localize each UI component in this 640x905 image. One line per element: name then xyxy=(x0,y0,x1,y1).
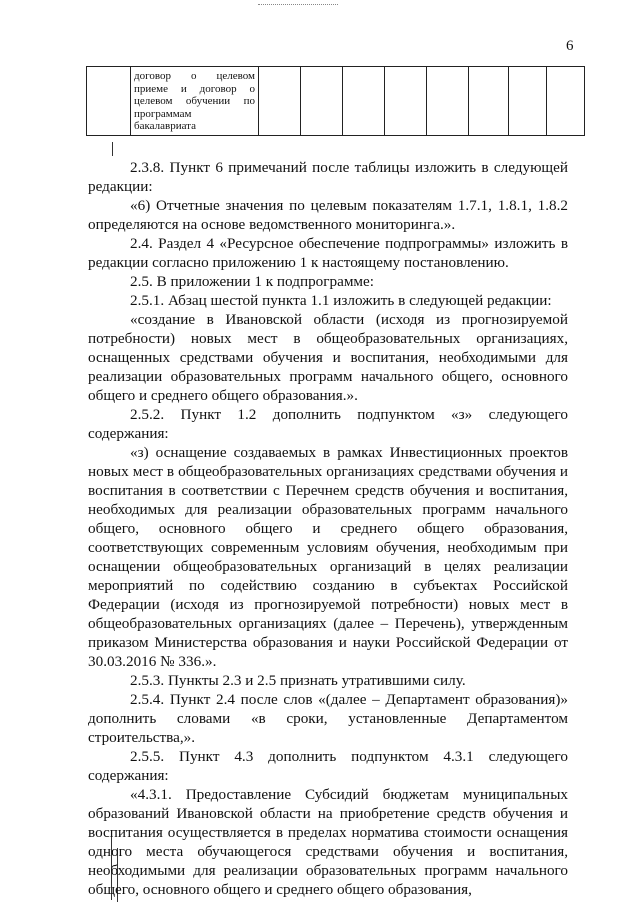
paragraph: «6) Отчетные значения по целевым показателям 1.7.1, 1.8.1, 1.8.2 определяются на основе ведомственного мониторинга.». xyxy=(88,197,568,233)
table-cell xyxy=(343,67,385,136)
table-cell xyxy=(259,67,301,136)
table-cell xyxy=(87,67,131,136)
paragraph: 2.4. Раздел 4 «Ресурсное обеспечение подпрограммы» изложить в редакции согласно приложению 1 к настоящему постановлению. xyxy=(88,235,568,271)
paragraph: 2.3.8. Пункт 6 примечаний после таблицы изложить в следующей редакции: xyxy=(88,159,568,195)
paragraph: «создание в Ивановской области (исходя из прогнозируемой потребности) новых мест в общеобразовательных организациях, оснащенных средствами обучения и воспитания, необходимыми для реализации образовательных программ начального общего, основного общего и среднего общего образования.». xyxy=(88,311,568,404)
paragraph: 2.5.2. Пункт 1.2 дополнить подпунктом «з» следующего содержания: xyxy=(88,406,568,442)
table-cell xyxy=(469,67,509,136)
paragraph: 2.5.3. Пункты 2.3 и 2.5 признать утратившими силу. xyxy=(130,672,466,689)
scan-artifact xyxy=(258,4,338,9)
document-body xyxy=(88,158,568,899)
table-cell xyxy=(131,67,259,136)
paragraph: «з) оснащение создаваемых в рамках Инвестиционных проектов новых мест в общеобразовательных организациях средствами обучения и воспитания в соответствии с Перечнем средств обучения и воспитания, необходимых для реализации образовательных программ начального общего, основного общего и среднего общего образования, соответствующих современным условиям обучения, необходимым при оснащении общеобразовательных организаций в целях реализации мероприятий по содействию созданию в субъектах Российской Федерации (исходя из прогнозируемой потребности) новых мест в общеобразовательных организациях (далее – Перечень), утвержденным приказом Министерства образования и науки Российской Федерации от 30.03.2016 № 336.». xyxy=(88,444,568,670)
paragraph: 2.5.5. Пункт 4.3 дополнить подпунктом 4.3.1 следующего содержания: xyxy=(88,748,568,784)
table-cell xyxy=(547,67,585,136)
page-number: 6 xyxy=(566,38,574,54)
table-cell-text: договор о целевом приеме и договор о целевом обучении по программам бакалавриата xyxy=(134,70,255,132)
table-row xyxy=(87,67,585,136)
table-cell xyxy=(301,67,343,136)
table-cell xyxy=(509,67,547,136)
table-cell xyxy=(385,67,427,136)
margin-mark xyxy=(112,142,113,156)
paragraph: 2.5.1. Абзац шестой пункта 1.1 изложить в следующей редакции: xyxy=(130,292,552,309)
indicator-table-fragment xyxy=(86,66,585,136)
table-cell xyxy=(427,67,469,136)
paragraph: «4.3.1. Предоставление Субсидий бюджетам муниципальных образований Ивановской области на приобретение средств обучения и воспитания осуществляется в пределах норматива стоимости оснащения одного места обучающегося средствами обучения и воспитания, необходимыми для реализации образовательных программ начального общего, основного общего и среднего общего образования, xyxy=(88,786,568,898)
paragraph: 2.5. В приложении 1 к подпрограмме: xyxy=(130,273,375,290)
paragraph: 2.5.4. Пункт 2.4 после слов «(далее – Департамент образования)» дополнить словами «в сроки, установленные Департаментом строительства,». xyxy=(88,691,568,746)
